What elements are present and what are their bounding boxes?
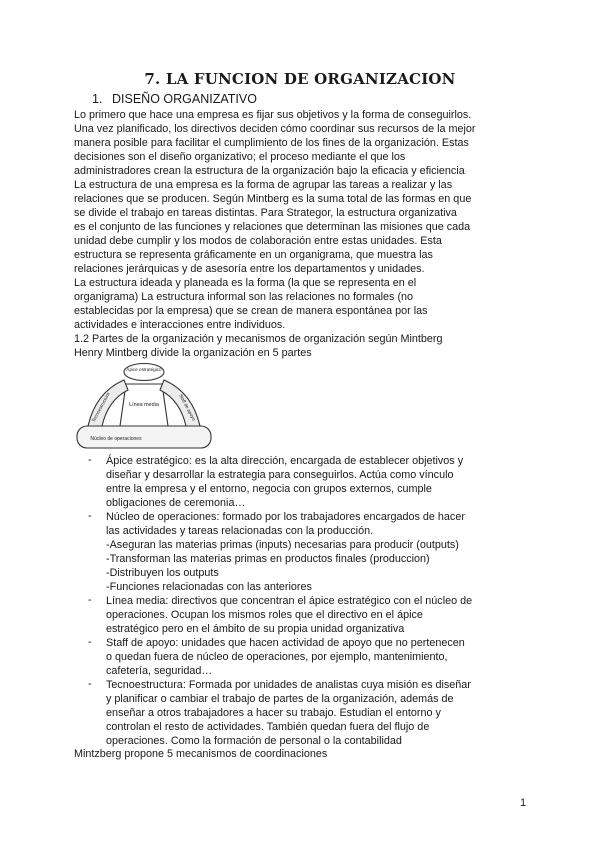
text-line: Línea media: directivos que concentran el ápice estratégico con el núcleo de	[106, 595, 473, 607]
text-line: organigrama) La estructura informal son las relaciones no formales (no	[74, 291, 414, 303]
section-label: DISEÑO ORGANIZATIVO	[112, 92, 257, 106]
text-line: La estructura ideada y planeada es la forma (la que se representa en el	[74, 277, 417, 289]
text-line: se divide el trabajo en tareas distintas. Para Strategor, la estructura organizativa	[74, 207, 457, 219]
text-line: Henry Mintberg divide la organización en 5 partes	[74, 347, 312, 359]
text-line: 1.2 Partes de la organización y mecanismos de organización según Mintberg	[74, 333, 443, 345]
text-line: Núcleo de operaciones: formado por los trabajadores encargados de hacer	[106, 511, 465, 523]
middle-line-label: Línea media	[129, 402, 159, 408]
text-line: enseñar a otros trabajadores a hacer su trabajo. Estudian el entorno y	[106, 707, 441, 719]
text-line: La estructura de una empresa es la forma de agrupar las tareas a realizar y las	[74, 179, 453, 191]
core-label: Núcleo de operaciones	[90, 436, 142, 442]
text-line: -Distribuyen los outputs	[106, 567, 219, 579]
text-line: Lo primero que hace una empresa es fijar sus objetivos y la forma de conseguirlos.	[74, 109, 472, 121]
text-line: operaciones. Como la formación de personal o la contabilidad	[106, 735, 402, 747]
bullet-marker: -	[88, 636, 92, 648]
bullet-marker: -	[88, 594, 92, 606]
text-line: -Funciones relacionadas con las anteriores	[106, 581, 312, 593]
text-line: diseñar y desarrollar la estrategia para conseguirlos. Actúa como vínculo	[106, 469, 454, 481]
text-line: relaciones que se producen. Según Mintberg es la suma total de las formas en que	[74, 193, 472, 205]
text-line: entre la empresa y el entorno, negocia con grupos externos, cumple	[106, 483, 432, 495]
section-number: 1.	[92, 92, 103, 106]
text-line: relaciones jerárquicas y de asesoría entre los departamentos y unidades.	[74, 263, 425, 275]
bullet-marker: -	[88, 510, 92, 522]
text-line: administradores crean la estructura de la organización bajo la eficacia y eficiencia	[74, 165, 465, 177]
text-line: es el conjunto de las funciones y relaciones que determinan las misiones que cada	[74, 221, 471, 233]
intro-paragraph	[74, 108, 534, 360]
bullet-marker: -	[88, 678, 92, 690]
text-line: cafetería, seguridad…	[106, 665, 213, 677]
text-line: las actividades y tareas relacionadas con la producción.	[106, 525, 374, 537]
technostructure-label: Tecnoestructura	[90, 391, 111, 423]
mintzberg-diagram	[74, 362, 214, 454]
text-line: decisiones son el diseño organizativo; el proceso mediante el que los	[74, 151, 406, 163]
apex-label: Ápice estratégico	[126, 367, 162, 372]
text-line: Una vez planificado, los directivos deciden cómo coordinar sus recursos de la mejor	[74, 123, 476, 135]
text-line: -Aseguran las materias primas (inputs) necesarias para producir (outputs)	[106, 539, 459, 551]
text-line: actividades e interacciones entre individuos.	[74, 319, 286, 331]
text-line: operaciones. Ocupan los mismos roles que el directivo en el ápice	[106, 609, 423, 621]
closing-line: Mintzberg propone 5 mecanismos de coordinaciones	[74, 748, 328, 760]
support-staff-label: Staff de apoyo	[178, 393, 197, 422]
text-line: controlan el resto de actividades. También quedan fuera del flujo de	[106, 721, 430, 733]
text-line: manera posible para facilitar el cumplimiento de los fines de la organización. Estas	[74, 137, 469, 149]
text-line: Staff de apoyo: unidades que hacen actividad de apoyo que no pertenecen	[106, 637, 465, 649]
text-line: Tecnoestructura: Formada por unidades de analistas cuya misión es diseñar	[106, 679, 471, 691]
text-line: o quedan fuera de núcleo de operaciones, por ejemplo, mantenimiento,	[106, 651, 448, 663]
section-heading	[92, 92, 257, 106]
text-line: estructura se representa gráficamente en un organigrama, que muestra las	[74, 249, 433, 261]
text-line: unidad debe cumplir y los modos de colaboración entre estas unidades. Esta	[74, 235, 442, 247]
page-number: 1	[520, 797, 527, 809]
text-line: y planificar o cambiar el trabajo de partes de la organización, además de	[106, 693, 454, 705]
text-line: obligaciones de ceremonia…	[106, 497, 246, 509]
text-line: -Transforman las materias primas en productos finales (produccion)	[106, 553, 430, 565]
bullet-marker: -	[88, 454, 92, 466]
text-line: establecidas por la empresa) que se crean de manera espontánea por las	[74, 305, 428, 317]
text-line: estratégico pero en el ámbito de su propia unidad organizativa	[106, 623, 405, 635]
page-title: 7. LA FUNCION DE ORGANIZACION	[144, 70, 456, 88]
text-line: Ápice estratégico: es la alta dirección, encargada de establecer objetivos y	[106, 455, 464, 467]
